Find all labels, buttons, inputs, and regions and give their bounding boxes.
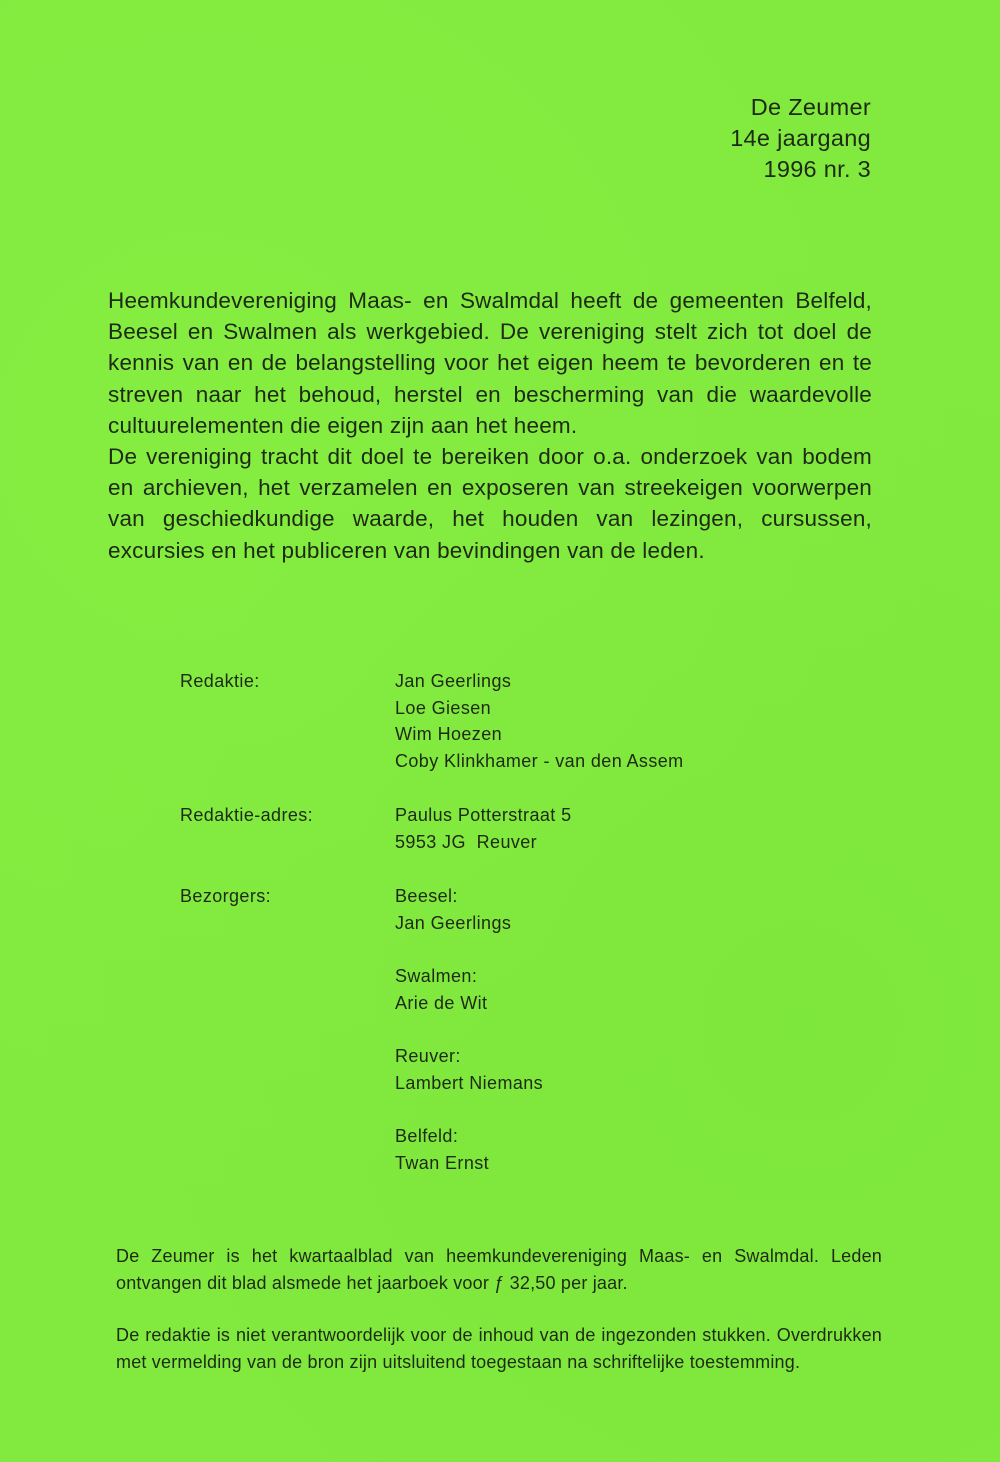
bezorger-region: Belfeld: <box>395 1126 459 1146</box>
bezorger-region: Swalmen: <box>395 966 478 986</box>
bezorgers-list <box>395 883 543 1176</box>
redaktie-members <box>395 668 684 774</box>
bezorger-region: Reuver: <box>395 1046 461 1066</box>
redaktie-adres-row <box>180 802 684 855</box>
redaktie-member: Loe Giesen <box>395 697 492 718</box>
bezorger-name: Twan Ernst <box>395 1152 490 1173</box>
redaktie-member: Jan Geerlings <box>395 671 512 691</box>
redaktie-label: Redaktie: <box>180 671 260 691</box>
masthead <box>730 92 871 185</box>
redaktie-adres-lines <box>395 802 572 855</box>
bezorgers-row <box>180 883 684 1176</box>
bezorger-region: Beesel: <box>395 886 458 906</box>
subscription-note <box>116 1243 882 1297</box>
disclaimer-text: De redaktie is niet verantwoordelijk voor de inhoud van de ingezonden stukken. Overdrukken met vermelding van de bron zijn uitsluitend toegestaan na schriftelijke toestemming. <box>116 1325 882 1372</box>
redaktie-adres-label: Redaktie-adres: <box>180 805 314 825</box>
magazine-title: De Zeumer <box>750 94 871 120</box>
address-street: Paulus Potterstraat 5 <box>395 805 572 825</box>
disclaimer-note <box>116 1322 882 1376</box>
redaktie-member: Wim Hoezen <box>395 724 503 744</box>
bezorgers-label: Bezorgers: <box>180 886 272 906</box>
bezorger-entry <box>395 883 543 936</box>
colophon <box>180 668 684 1176</box>
intro-paragraph-means: De vereniging tracht dit doel te bereiken door o.a. onderzoek van bodem en archieven, het verzamelen en exposeren van streekeigen voorwerpen van geschiedkundige waarde, het houden van lezingen, cursussen, excursies en het publiceren van bevindingen van de leden. <box>108 444 872 563</box>
subscription-text: De Zeumer is het kwartaalblad van heemkundevereniging Maas- en Swalmdal. Leden ontvangen dit blad alsmede het jaarboek voor ƒ 32,50 per jaar. <box>116 1246 882 1293</box>
bezorger-name: Jan Geerlings <box>395 912 512 933</box>
redaktie-member: Coby Klinkhamer - van den Assem <box>395 750 684 771</box>
intro-text <box>108 285 872 566</box>
volume-label: 14e jaargang <box>730 125 871 151</box>
bezorger-entry <box>395 1043 543 1096</box>
bezorger-entry <box>395 963 543 1016</box>
bezorger-name: Arie de Wit <box>395 992 488 1013</box>
redaktie-row <box>180 668 684 774</box>
issue-label: 1996 nr. 3 <box>763 156 871 182</box>
bezorger-name: Lambert Niemans <box>395 1072 544 1093</box>
intro-paragraph-aims: Heemkundevereniging Maas- en Swalmdal heeft de gemeenten Belfeld, Beesel en Swalmen als werkgebied. De vereniging stelt zich tot doel de kennis van en de belangstelling voor het eigen heem te bevorderen en te streven naar het behoud, herstel en bescherming van die waardevolle cultuurelementen die eigen zijn aan het heem. <box>108 288 872 438</box>
address-postcode-city: 5953 JG Reuver <box>395 831 538 852</box>
bezorger-entry <box>395 1123 543 1176</box>
